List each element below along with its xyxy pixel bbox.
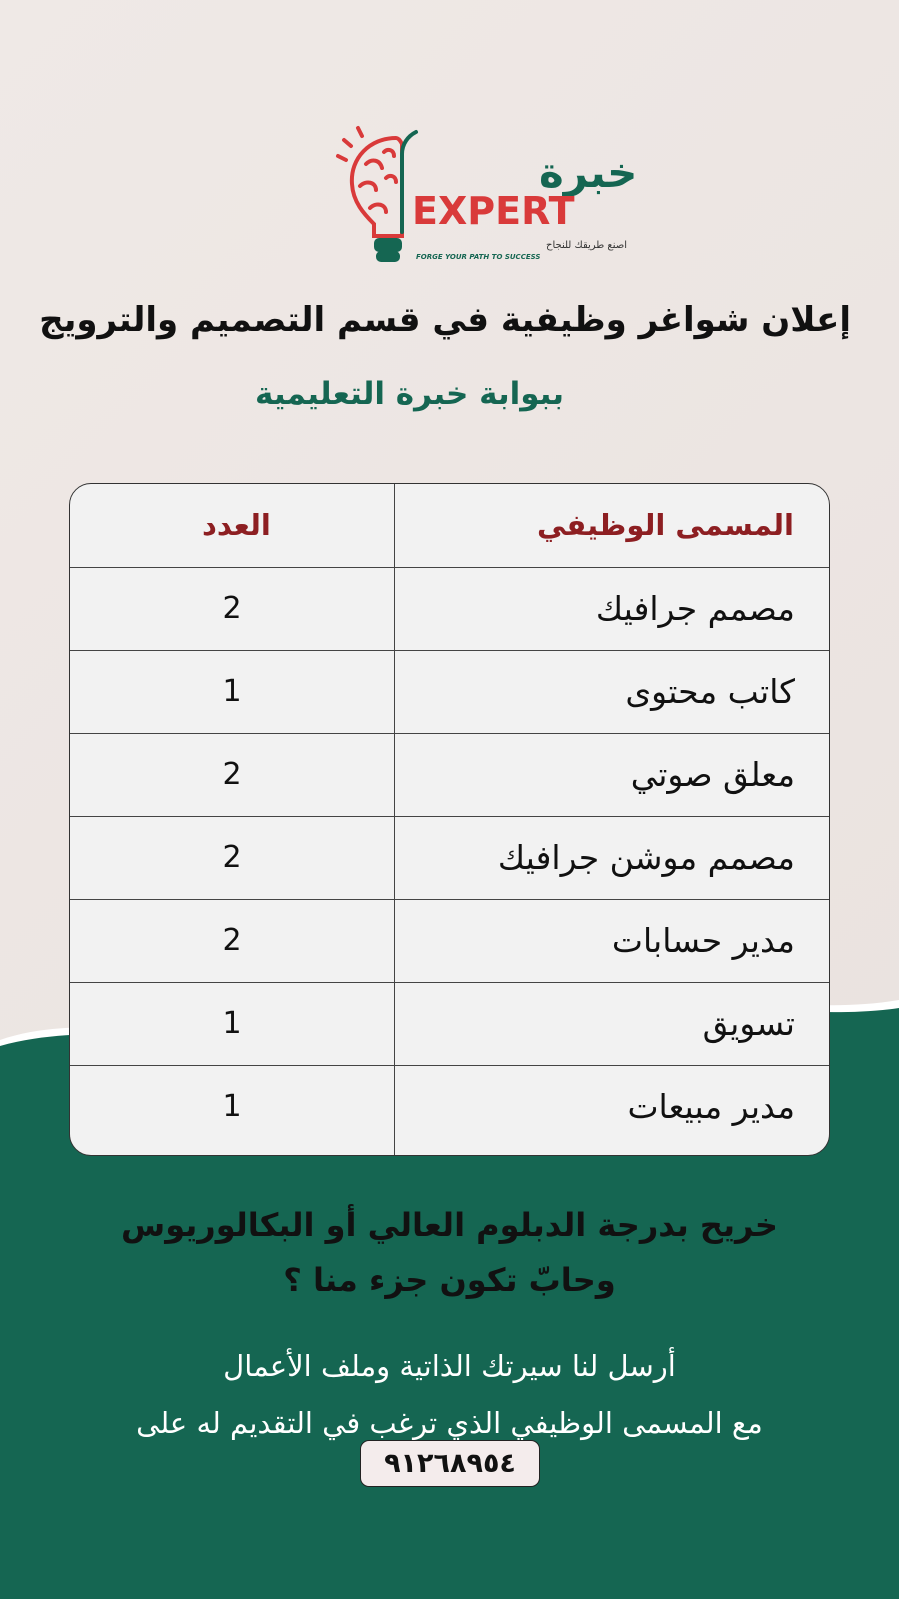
- job-title: مصمم جرافيك: [595, 589, 795, 628]
- phone-number[interactable]: ٩١٢٦٨٩٥٤: [360, 1440, 540, 1487]
- table-header-row: [70, 484, 829, 568]
- table-row: [70, 1065, 829, 1148]
- job-title: مدير مبيعات: [627, 1087, 795, 1126]
- job-count: 2: [222, 840, 242, 875]
- job-title: كاتب محتوى: [625, 672, 795, 711]
- header-job-title: المسمى الوظيفي: [536, 508, 794, 542]
- job-title: مدير حسابات: [611, 921, 795, 960]
- job-count: 1: [222, 1089, 242, 1124]
- table-row: [70, 650, 829, 734]
- brand-english-tagline: FORGE YOUR PATH TO SUCCESS: [416, 253, 541, 261]
- job-title: تسويق: [702, 1004, 795, 1043]
- table-row: [70, 899, 829, 983]
- page-subtitle: ببوابة خبرة التعليمية: [255, 376, 564, 412]
- job-count: 1: [222, 674, 242, 709]
- instructions-text: [0, 1338, 899, 1452]
- question-text: [0, 1198, 899, 1308]
- job-count: 1: [222, 1006, 242, 1041]
- job-count: 2: [222, 923, 242, 958]
- brand-english-name: EXPERT: [412, 189, 575, 233]
- job-count: 2: [222, 757, 242, 792]
- page-title: إعلان شواغر وظيفية في قسم التصميم والترويج: [39, 300, 851, 340]
- instructions-line-1: أرسل لنا سيرتك الذاتية وملف الأعمال: [223, 1349, 676, 1383]
- jobs-table: [69, 483, 830, 1156]
- job-title: معلق صوتي: [630, 755, 795, 794]
- lightbulb-brain-icon: [338, 128, 402, 236]
- instructions-line-2: مع المسمى الوظيفي الذي ترغب في التقديم له على: [136, 1406, 763, 1440]
- table-row: [70, 816, 829, 900]
- table-row: [70, 567, 829, 651]
- table-row: [70, 733, 829, 817]
- brand-arabic-tagline: اصنع طريقك للنجاح: [546, 240, 628, 251]
- question-line-2: وحابّ تكون جزء منا ؟: [283, 1261, 616, 1299]
- header-count: العدد: [202, 508, 271, 542]
- table-row: [70, 982, 829, 1066]
- brand-arabic-name: خبرة: [539, 148, 638, 197]
- expert-logo: [336, 124, 638, 274]
- job-title: مصمم موشن جرافيك: [497, 838, 795, 877]
- question-line-1: خريح بدرجة الدبلوم العالي أو البكالوريوس: [121, 1206, 778, 1244]
- job-count: 2: [222, 591, 242, 626]
